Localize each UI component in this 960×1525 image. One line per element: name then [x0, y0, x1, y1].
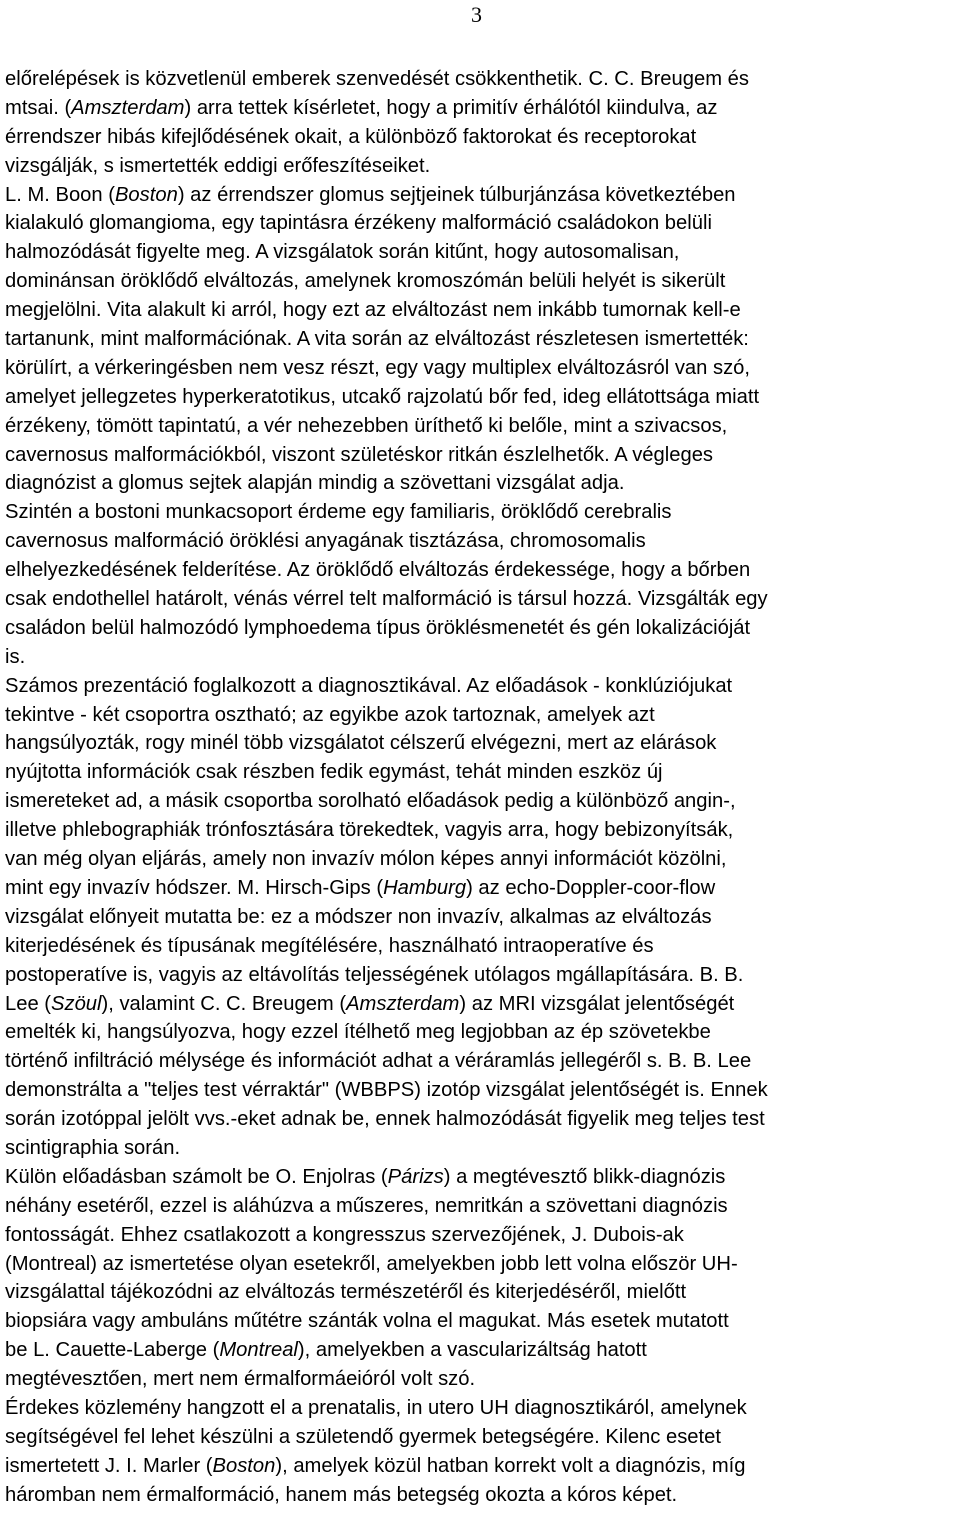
text-line: is. [5, 645, 26, 668]
text-line: biopsiára vagy ambuláns műtétre szánták volna el magukat. Más esetek mutatott [5, 1310, 729, 1333]
text-line: mint egy invazív hódszer. M. Hirsch-Gips (Hamburg) az echo-Doppler-coor-flow [5, 876, 716, 899]
text-line: dominánsan öröklődő elváltozás, amelynek kromoszómán belüli helyét is sikerült [5, 270, 726, 293]
text-line: hangsúlyozták, rogy minél több vizsgálatot célszerű elvégezni, mert az elárások [5, 732, 717, 755]
text-line: vizsgálják, s ismertették eddigi erőfeszítéseiket. [5, 154, 431, 177]
text-line: tartanunk, mint malformációnak. A vita során az elváltozást részletesen ismertették: [5, 328, 749, 351]
italic-place-name: Montreal [219, 1339, 298, 1362]
text-line: demonstrálta a "teljes test vérraktár" (WBBPS) izotóp vizsgálat jelentőségét is. Ennek [5, 1079, 768, 1102]
italic-place-name: Boston [212, 1454, 276, 1477]
italic-place-name: Szöul [51, 992, 102, 1015]
body-text [5, 65, 955, 1510]
text-line: Érdekes közlemény hangzott el a prenatalis, in utero UH diagnosztikáról, amelynek [5, 1396, 747, 1419]
text-line: van még olyan eljárás, amely non invazív mólon képes annyi információt közölni, [5, 848, 727, 871]
italic-place-name: Amszterdam [71, 96, 185, 119]
text-line: érrendszer hibás kifejlődésének okait, a különböző faktorokat és receptorokat [5, 125, 697, 148]
text-line: történő infiltráció mélysége és információt adhat a véráramlás jellegéről s. B. B. Lee [5, 1050, 752, 1073]
text-line: illetve phlebographiák trónfosztására törekedtek, vagyis arra, hogy bebizonyítsák, [5, 819, 734, 842]
italic-place-name: Hamburg [383, 876, 467, 899]
text-line: elhelyezkedésének felderítése. Az öröklődő elváltozás érdekessége, hogy a bőrben [5, 559, 751, 582]
text-line: nyújtotta információk csak részben fedik egymást, tehát minden eszköz új [5, 761, 663, 784]
text-line: tekintve - két csoportra osztható; az egyikbe azok tartoznak, amelyek azt [5, 703, 655, 726]
text-line: során izotóppal jelölt vvs.-eket adnak be, ennek halmozódását figyelik meg teljes test [5, 1108, 765, 1131]
text-line: vizsgálat előnyeit mutatta be: ez a módszer non invazív, alkalmas az elváltozás [5, 905, 712, 928]
text-line: megtévesztően, mert nem érmalformáeióról volt szó. [5, 1368, 476, 1391]
text-line: postoperatíve is, vagyis az eltávolítás teljességének utólagos mgállapítására. B. B. [5, 963, 744, 986]
text-line: Szintén a bostoni munkacsoport érdeme egy familiaris, öröklődő cerebralis [5, 501, 672, 524]
text-line: halmozódását figyelte meg. A vizsgálatok során kitűnt, hogy autosomalisan, [5, 241, 680, 264]
text-line: előrelépések is közvetlenül emberek szenvedését csökkenthetik. C. C. Breugem és [5, 68, 749, 90]
italic-place-name: Amszterdam [346, 992, 460, 1015]
text-line: háromban nem érmalformáció, hanem más betegség okozta a kóros képet. [5, 1483, 678, 1506]
text-line: (Montreal) az ismertetése olyan esetekről, amelyekben jobb lett volna először UH- [5, 1252, 738, 1275]
text-line: Lee (Szöul), valamint C. C. Breugem (Amszterdam) az MRI vizsgálat jelentőségét [5, 992, 735, 1015]
text-line: csak endothellel határolt, vénás vérrel telt malformáció is társul hozzá. Vizsgálták egy [5, 588, 768, 611]
text-line: ismertetett J. I. Marler (Boston), amelyek közül hatban korrekt volt a diagnózis, míg [5, 1454, 746, 1477]
text-line: scintigraphia során. [5, 1136, 181, 1159]
text-line: L. M. Boon (Boston) az érrendszer glomus sejtjeinek túlburjánzása következtében [5, 183, 736, 206]
text-line: Számos prezentáció foglalkozott a diagnosztikával. Az előadások - konklúziójukat [5, 674, 733, 697]
text-line: kialakuló glomangioma, egy tapintásra érzékeny malformáció családokon belüli [5, 212, 712, 235]
text-line: amelyet jellegzetes hyperkeratotikus, utcakő rajzolatú bőr fed, ideg ellátottsága miatt [5, 385, 760, 408]
text-line: ismereteket ad, a másik csoportba sorolható előadások pedig a különböző angin-, [5, 790, 736, 813]
italic-place-name: Boston [114, 183, 178, 206]
text-line: Külön előadásban számolt be O. Enjolras (Párizs) a megtévesztő blikk-diagnózis [5, 1165, 726, 1188]
page-number: 3 [471, 2, 482, 27]
text-line: mtsai. (Amszterdam) arra tettek kísérletet, hogy a primitív érhálótól kiindulva, az [5, 96, 718, 119]
text-line: vizsgálattal tájékozódni az elváltozás természetéről és kiterjedéséről, mielőtt [5, 1281, 687, 1304]
text-line: be L. Cauette-Laberge (Montreal), amelyekben a vascularizáltság hatott [5, 1339, 647, 1362]
text-line: cavernosus malformációkból, viszont születéskor ritkán észlelhetők. A végleges [5, 443, 714, 466]
text-line: körülírt, a vérkeringésben nem vesz részt, egy vagy multiplex elváltozásról van szó, [5, 356, 751, 379]
text-line: segítségével fel lehet készülni a születendő gyermek betegségére. Kilenc esetet [5, 1425, 721, 1448]
text-line: cavernosus malformáció öröklési anyagának tisztázása, chromosomalis [5, 530, 646, 553]
text-line: diagnózist a glomus sejtek alapján mindig a szövettani vizsgálat adja. [5, 472, 625, 495]
text-line: családon belül halmozódó lymphoedema típus öröklésmenetét és gén lokalizációját [5, 616, 751, 639]
text-line: emelték ki, hangsúlyozva, hogy ezzel ítélhető meg legjobban az ép szövetekbe [5, 1021, 711, 1044]
text-line: megjelölni. Vita alakult ki arról, hogy ezt az elváltozást nem inkább tumornak kell-e [5, 299, 741, 322]
text-line: kiterjedésének és típusának megítélésére, használható intraoperatíve és [5, 934, 654, 957]
text-line: fontosságát. Ehhez csatlakozott a kongresszus szervezőjének, J. Dubois-ak [5, 1223, 684, 1246]
italic-place-name: Párizs [387, 1165, 444, 1188]
text-line: néhány esetéről, ezzel is aláhúzva a műszeres, nemritkán a szövettani diagnózis [5, 1194, 728, 1217]
text-line: érzékeny, tömött tapintatú, a vér nehezebben üríthető ki belőle, mint a szivacsos, [5, 414, 728, 437]
